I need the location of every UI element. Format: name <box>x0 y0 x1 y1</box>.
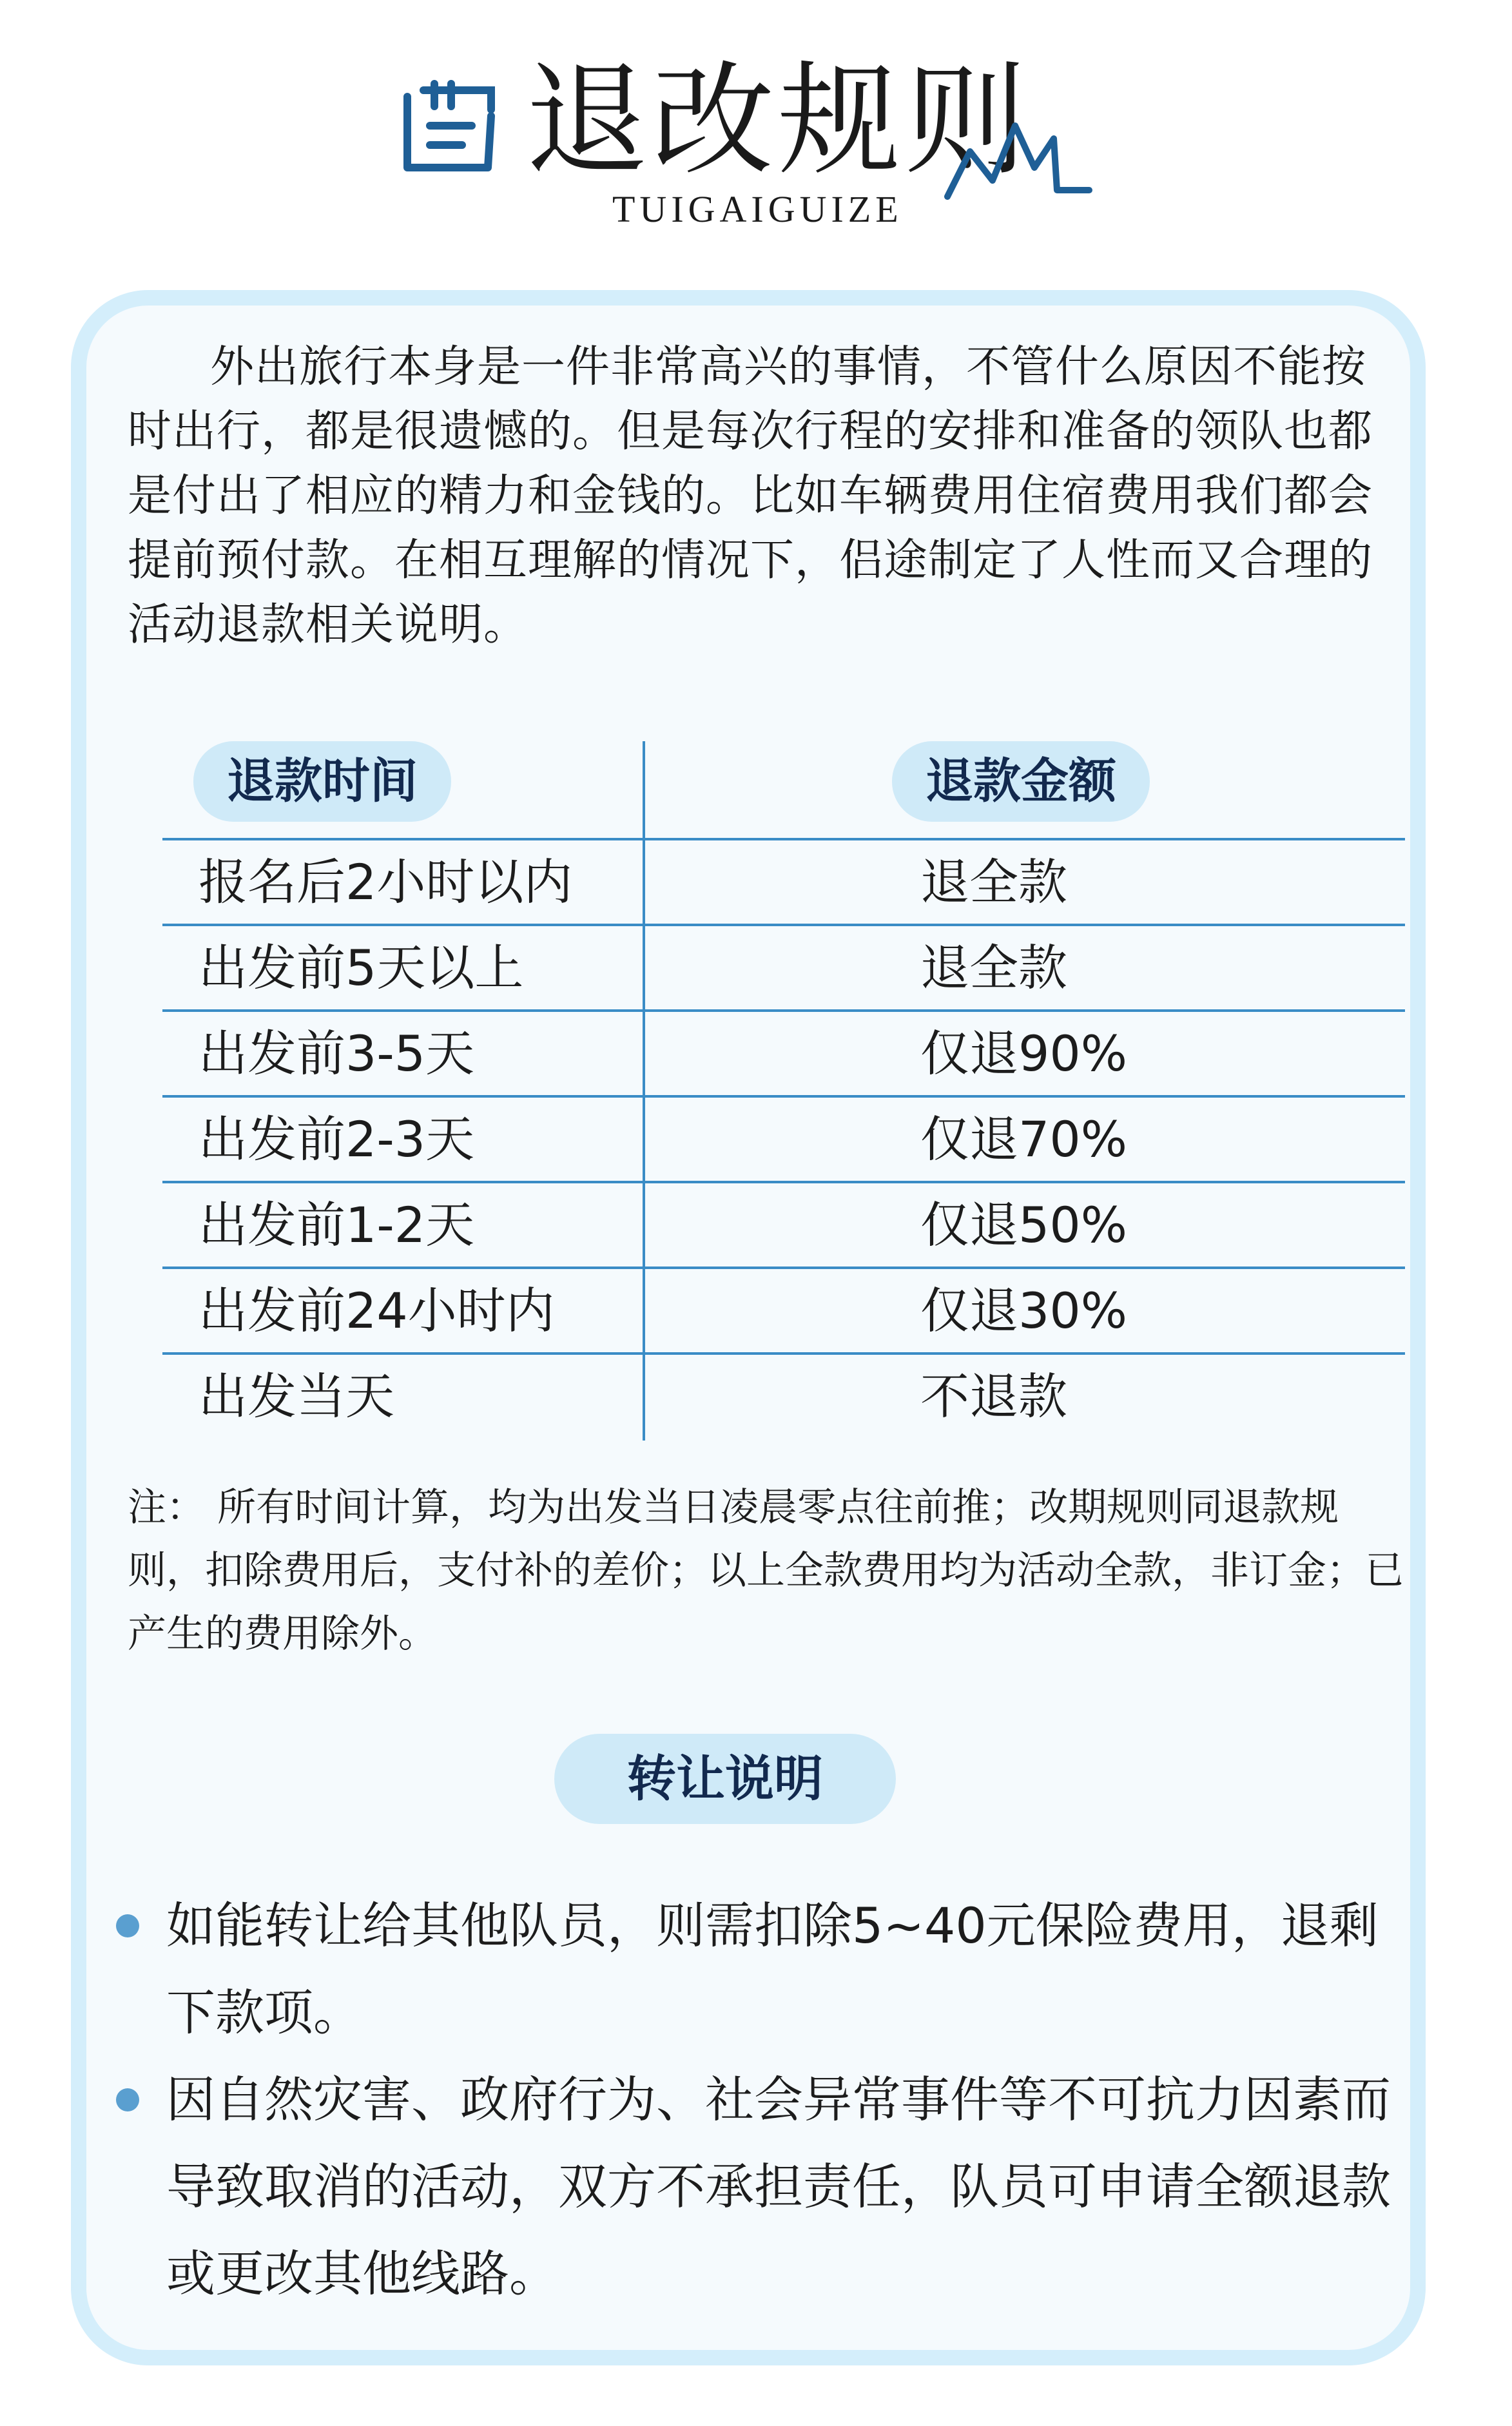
list-item <box>116 1882 1405 2056</box>
table-row <box>162 1181 1405 1266</box>
refund-time-cell: 出发当天 <box>199 1368 394 1425</box>
table-row <box>162 1009 1405 1095</box>
table-row <box>162 1352 1405 1438</box>
refund-amount-cell: 退全款 <box>920 939 1067 996</box>
table-body <box>162 838 1405 1438</box>
refund-amount-cell: 退全款 <box>920 853 1067 911</box>
table-row <box>162 1266 1405 1352</box>
refund-table <box>162 741 1405 1441</box>
bullet-dot-icon <box>116 1914 139 1937</box>
page-title: 退改规则 <box>525 50 1031 192</box>
transfer-item-text: 如能转让给其他队员，则需扣除5~40元保险费用，退剩下款项。 <box>166 1897 1379 2041</box>
refund-time-cell: 出发前24小时内 <box>199 1282 555 1339</box>
refund-amount-cell: 不退款 <box>920 1368 1067 1425</box>
transfer-item-text: 因自然灾害、政府行为、社会异常事件等不可抗力因素而导致取消的活动，双方不承担责任，队员可申请全额退款或更改其他线路。 <box>166 2071 1391 2302</box>
refund-amount-cell: 仅退70% <box>920 1111 1127 1168</box>
refund-time-cell: 出发前5天以上 <box>199 939 524 996</box>
table-header-time: 退款时间 <box>193 741 451 822</box>
list-item <box>116 2056 1405 2317</box>
table-row <box>162 838 1405 924</box>
table-header-amount: 退款金额 <box>892 741 1150 822</box>
bullet-dot-icon <box>116 2088 139 2111</box>
refund-time-cell: 出发前1-2天 <box>199 1196 475 1254</box>
note-text: 注： 所有时间计算，均为出发当日凌晨零点往前推；改期规则同退款规则，扣除费用后，支付补的差价；以上全款费用均为活动全款，非订金；已产生的费用除外。 <box>128 1485 1404 1656</box>
refund-time-cell: 出发前3-5天 <box>199 1025 475 1082</box>
refund-amount-cell: 仅退90% <box>920 1025 1127 1082</box>
table-row <box>162 1095 1405 1181</box>
document-icon <box>394 71 504 180</box>
transfer-list <box>116 1882 1405 2317</box>
refund-amount-cell: 仅退50% <box>920 1196 1127 1254</box>
refund-amount-cell: 仅退30% <box>920 1282 1127 1339</box>
page-header <box>0 0 1512 271</box>
page-subtitle: TUIGAIGUIZE <box>612 188 903 230</box>
table-row <box>162 924 1405 1009</box>
mountain-line-icon <box>944 119 1092 203</box>
refund-time-cell: 报名后2小时以内 <box>199 853 573 911</box>
intro-paragraph: 外出旅行本身是一件非常高兴的事情，不管什么原因不能按时出行，都是很遗憾的。但是每次行程的安排和准备的领队也都是付出了相应的精力和金钱的。比如车辆费用住宿费用我们都会提前预付款。在相互理解的情况下，侣途制定了人性而又合理的活动退款相关说明。 <box>128 342 1373 650</box>
refund-time-cell: 出发前2-3天 <box>199 1111 475 1168</box>
transfer-section-title: 转让说明 <box>554 1734 896 1824</box>
